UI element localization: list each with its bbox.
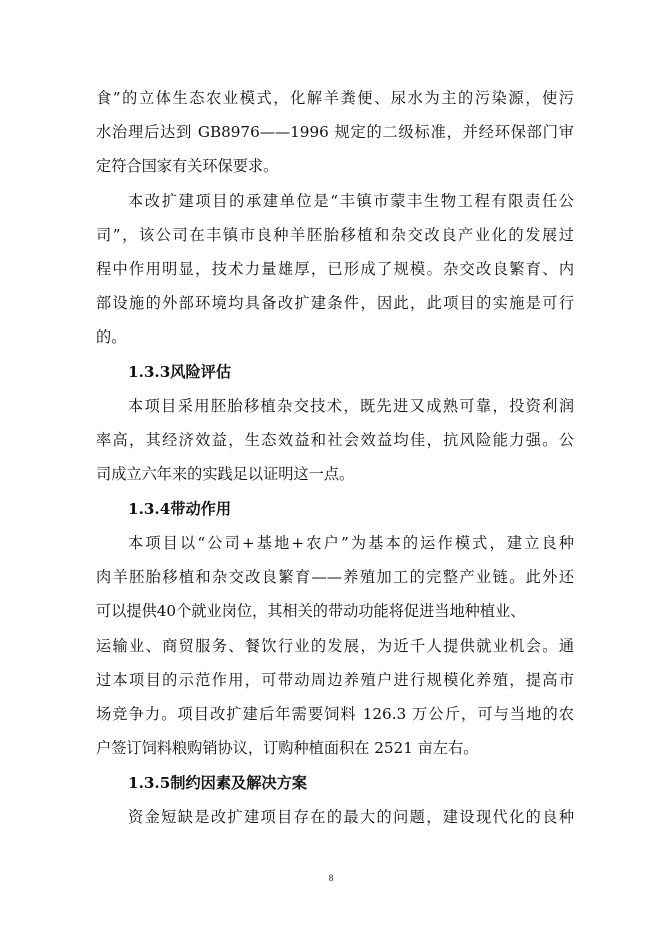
paragraph-line: 司成立六年来的实践足以证明这一点。 <box>96 465 355 483</box>
paragraph-line: 资金短缺是改扩建项目存在的最大的问题，建设现代化的良种 <box>128 808 574 826</box>
paragraph-line: 过本项目的示范作用，可带动周边养殖户进行规模化养殖，提高市 <box>96 671 574 689</box>
section-heading-driving-effect: 1.3.4带动作用 <box>128 500 232 518</box>
paragraph-line: 率高，其经济效益，生态效益和社会效益均佳，抗风险能力强。公 <box>96 431 574 449</box>
paragraph-line: 食”的立体生态农业模式，化解羊粪便、尿水为主的污染源，使污 <box>96 89 574 107</box>
paragraph-line: 场竞争力。项目改扩建后年需要饲料 126.3 万公斤，可与当地的农 <box>96 705 574 723</box>
paragraph-line: 部设施的外部环境均具备改扩建条件，因此，此项目的实施是可行 <box>96 294 574 312</box>
page-number: 8 <box>328 873 334 883</box>
section-heading-constraints-solutions: 1.3.5制约因素及解决方案 <box>128 774 307 792</box>
paragraph-line: 的。 <box>96 328 127 346</box>
paragraph-line: 运输业、商贸服务、餐饮行业的发展，为近千人提供就业机会。通 <box>96 637 574 655</box>
paragraph-line: 本改扩建项目的承建单位是“丰镇市蒙丰生物工程有限责任公 <box>128 192 574 210</box>
paragraph-line: 本项目采用胚胎移植杂交技术，既先进又成熟可靠，投资利润 <box>128 397 574 415</box>
paragraph-line: 定符合国家有关环保要求。 <box>96 157 279 175</box>
paragraph-line: 水治理后达到 GB8976——1996 规定的二级标准，并经环保部门审 <box>96 123 574 141</box>
paragraph-line: 户签订饲料粮购销协议，订购种植面积在 2521 亩左右。 <box>96 739 479 757</box>
paragraph-line: 程中作用明显，技术力量雄厚，已形成了规模。杂交改良繁育、内 <box>96 260 574 278</box>
paragraph-line: 肉羊胚胎移植和杂交改良繁育——养殖加工的完整产业链。此外还 <box>96 568 574 586</box>
paragraph-line: 司”，该公司在丰镇市良种羊胚胎移植和杂交改良产业化的发展过 <box>96 226 574 244</box>
paragraph-line: 本项目以“公司+基地+农户”为基本的运作模式，建立良种 <box>128 534 574 552</box>
section-heading-risk-assessment: 1.3.3风险评估 <box>128 363 232 381</box>
paragraph-line: 可以提供40个就业岗位，其相关的带动功能将促进当地种植业、 <box>96 602 526 620</box>
